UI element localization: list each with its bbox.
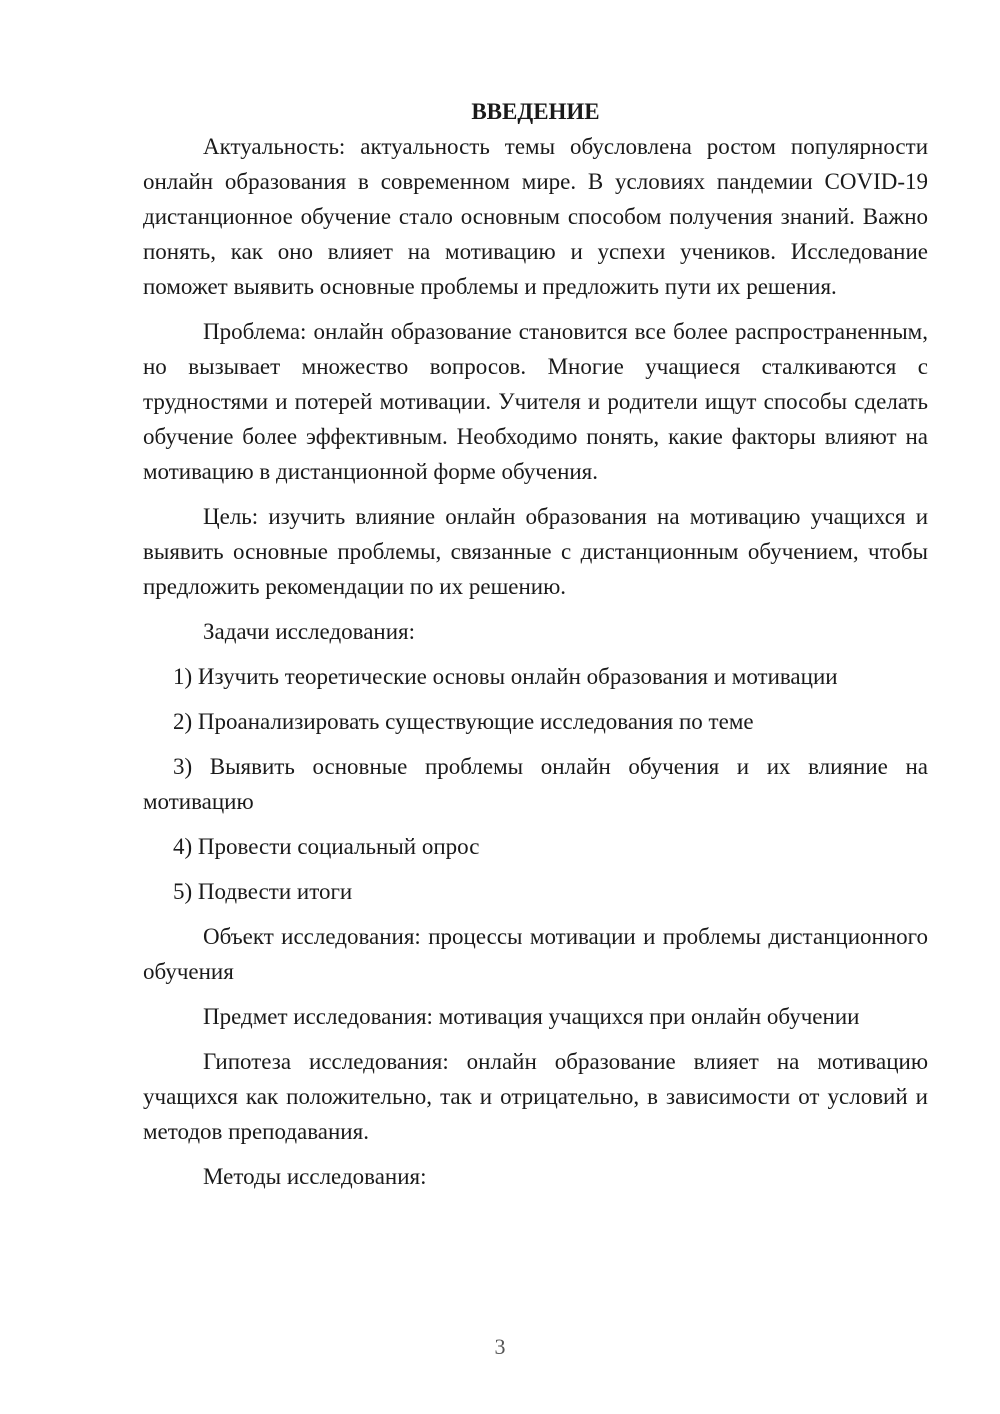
list-item: 1) Изучить теоретические основы онлайн образования и мотивации bbox=[173, 664, 838, 689]
paragraph-hypothesis: Гипотеза исследования: онлайн образование влияет на мотивацию учащихся как положительно, так и отрицательно, в зависимости от условий и методов преподавания. bbox=[143, 1049, 928, 1144]
page-number: 3 bbox=[494, 1334, 506, 1359]
paragraph-problem: Проблема: онлайн образование становится все более распространенным, но вызывает множество вопросов. Многие учащиеся сталкиваются с трудностями и потерей мотивации. Учителя и родители ищут способы сделать обучение более эффективным. Необходимо понять, какие факторы влияют на мотивацию в дистанционной форме обучения. bbox=[143, 319, 928, 484]
tasks-list bbox=[143, 659, 928, 909]
paragraph-object: Объект исследования: процессы мотивации и проблемы дистанционного обучения bbox=[143, 924, 928, 984]
list-item: 4) Провести социальный опрос bbox=[173, 834, 480, 859]
paragraph-methods: Методы исследования: bbox=[203, 1164, 427, 1189]
paragraph-relevance: Актуальность: актуальность темы обусловлена ростом популярности онлайн образования в современном мире. В условиях пандемии COVID-19 дистанционное обучение стало основным способом получения знаний. Важно понять, как оно влияет на мотивацию и успехи учеников. Исследование поможет выявить основные проблемы и предложить пути их решения. bbox=[143, 134, 928, 299]
paragraph-tasks-intro: Задачи исследования: bbox=[203, 619, 416, 644]
list-item: 5) Подвести итоги bbox=[173, 879, 353, 904]
section-heading: ВВЕДЕНИЕ bbox=[471, 99, 600, 124]
list-item: 3) Выявить основные проблемы онлайн обучения и их влияние на мотивацию bbox=[143, 754, 928, 814]
list-item: 2) Проанализировать существующие исследования по теме bbox=[173, 709, 754, 734]
paragraph-subject: Предмет исследования: мотивация учащихся при онлайн обучении bbox=[203, 1004, 860, 1029]
document-page bbox=[143, 94, 928, 1204]
paragraph-goal: Цель: изучить влияние онлайн образования на мотивацию учащихся и выявить основные проблемы, связанные с дистанционным обучением, чтобы предложить рекомендации по их решению. bbox=[143, 504, 928, 599]
